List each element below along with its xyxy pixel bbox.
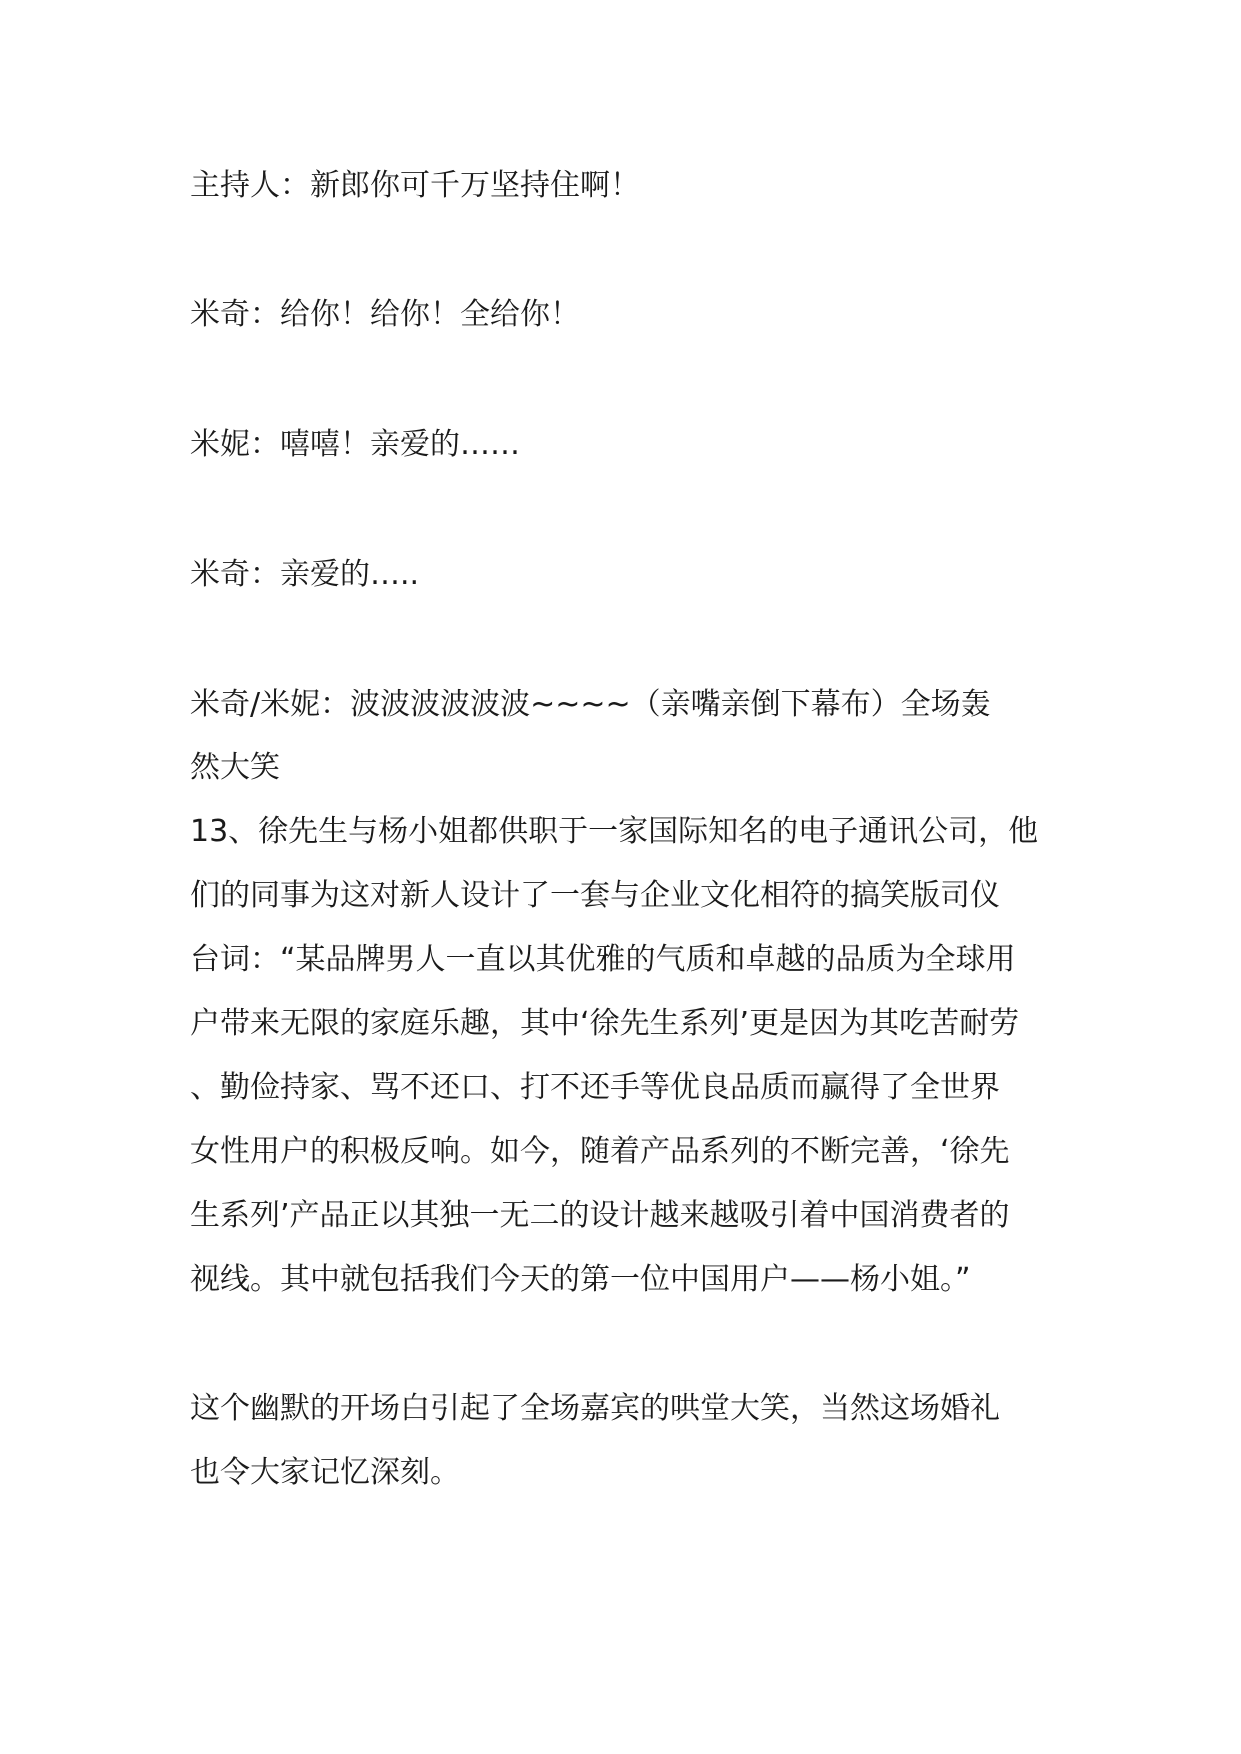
paragraph-13-line-4: 户带来无限的家庭乐趣，其中‘徐先生系列’更是因为其吃苦耐劳	[190, 1006, 1020, 1041]
paragraph-13-line-7: 生系列’产品正以其独一无二的设计越来越吸引着中国消费者的	[190, 1198, 1010, 1233]
dialogue-line-mickey-2: 米奇：亲爱的…..	[190, 557, 420, 592]
dialogue-line-both: 米奇/米妮：波波波波波波~~~~（亲嘴亲倒下幕布）全场轰	[190, 687, 991, 722]
closing-line-1: 这个幽默的开场白引起了全场嘉宾的哄堂大笑，当然这场婚礼	[190, 1391, 1000, 1426]
paragraph-13-line-3: 台词：“某品牌男人一直以其优雅的气质和卓越的品质为全球用	[190, 942, 1016, 977]
paragraph-13-line-1: 13、徐先生与杨小姐都供职于一家国际知名的电子通讯公司，他	[190, 814, 1039, 849]
dialogue-line-mickey-1: 米奇：给你！给你！全给你！	[190, 297, 580, 332]
paragraph-13-line-6: 女性用户的积极反响。如今，随着产品系列的不断完善，‘徐先	[190, 1134, 1010, 1169]
dialogue-line-host: 主持人：新郎你可千万坚持住啊！	[190, 168, 640, 203]
closing-line-2: 也令大家记忆深刻。	[190, 1455, 460, 1490]
dialogue-line-both-cont: 然大笑	[190, 750, 280, 785]
paragraph-13-line-5: 、勤俭持家、骂不还口、打不还手等优良品质而赢得了全世界	[190, 1070, 1000, 1105]
paragraph-13-line-2: 们的同事为这对新人设计了一套与企业文化相符的搞笑版司仪	[190, 878, 1000, 913]
paragraph-13-line-8: 视线。其中就包括我们今天的第一位中国用户——杨小姐。”	[190, 1262, 971, 1297]
dialogue-line-minnie: 米妮：嘻嘻！亲爱的……	[190, 427, 520, 462]
